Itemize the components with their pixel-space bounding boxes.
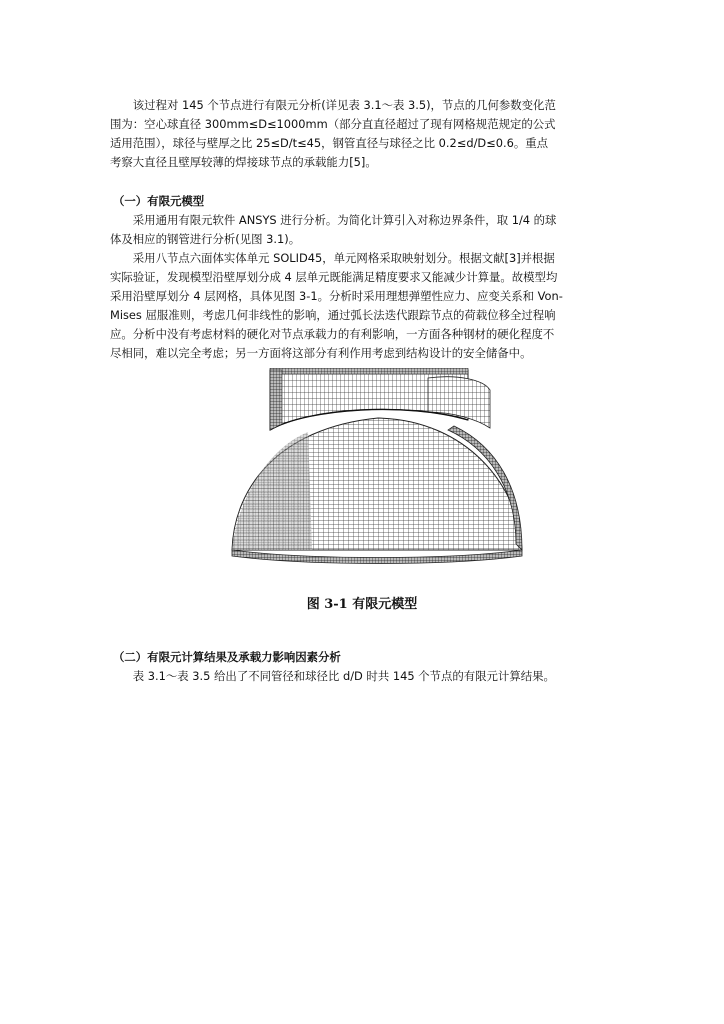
text-line: 实际验证，发现模型沿壁厚划分成 4 层单元既能满足精度要求又能减少计算量。故模型均: [110, 270, 558, 284]
figure-caption: 图 3-1 有限元模型: [306, 597, 418, 612]
text-line: 体及相应的钢管进行分析(见图 3.1)。: [110, 232, 301, 246]
fe-model-paragraph-1: [110, 211, 615, 249]
text-line: 采用八节点六面体实体单元 SOLID45，单元网格采取映射划分。根据文献[3]并根据: [110, 251, 555, 265]
text-line: 表 3.1～表 3.5 给出了不同管径和球径比 d/D 时共 145 个节点的有限元计算结果。: [110, 669, 555, 683]
section-heading-fe-model: （一）有限元模型: [113, 194, 205, 208]
text-line: 尽相同，难以完全考虑；另一方面将这部分有利作用考虑到结构设计的安全储备中。: [110, 346, 532, 360]
results-paragraph-1: [110, 667, 615, 686]
text-line: 考察大直径且壁厚较薄的焊接球节点的承载能力[5]。: [110, 155, 377, 169]
fe-model-paragraph-2: [110, 249, 615, 363]
text-line: 适用范围），球径与壁厚之比 25≤D/t≤45，钢管直径与球径之比 0.2≤d/D≤0.6。重点: [110, 136, 549, 150]
text-line: 采用沿壁厚划分 4 层网格，具体见图 3-1。分析时采用理想弹塑性应力、应变关系和 Von-: [110, 289, 563, 303]
text-line: 应。分析中没有考虑材料的硬化对节点承载力的有利影响，一方面各种钢材的硬化程度不: [110, 327, 555, 341]
text-line: 围为：空心球直径 300mm≤D≤1000mm（部分直直径超过了现有网格规范规定的公式: [110, 117, 556, 131]
text-line: Mises 屈服准则，考虑几何非线性的影响，通过弧长法迭代跟踪节点的荷载位移全过程响: [110, 308, 556, 322]
fe-mesh-hemisphere-icon: [228, 368, 532, 574]
intro-paragraph: [110, 96, 615, 172]
text-line: 该过程对 145 个节点进行有限元分析(详见表 3.1～表 3.5)，节点的几何参数变化范: [110, 98, 556, 112]
section-heading-results: （二）有限元计算结果及承载力影响因素分析: [113, 650, 341, 664]
figure-fe-model: [228, 368, 532, 574]
text-line: 采用通用有限元软件 ANSYS 进行分析。为简化计算引入对称边界条件，取 1/4 的球: [110, 213, 557, 227]
